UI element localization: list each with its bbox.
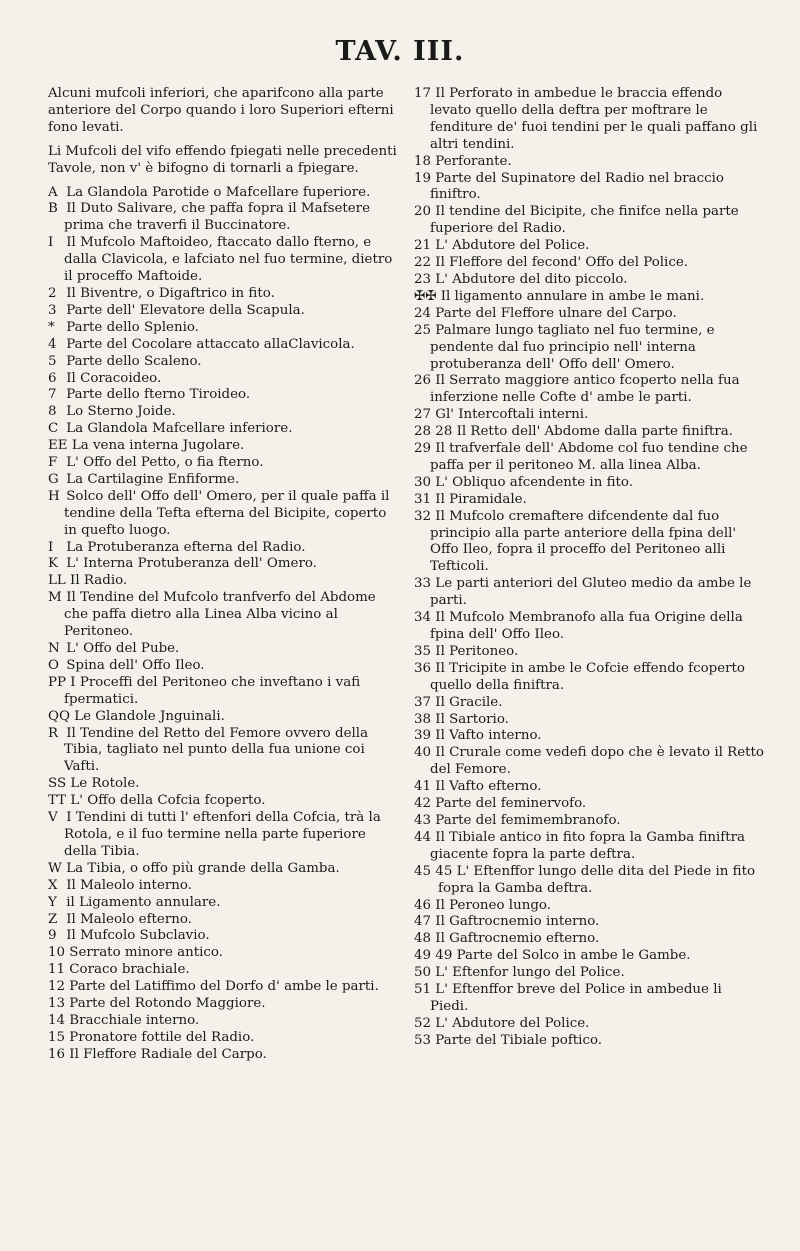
legend-entry bbox=[414, 948, 764, 965]
legend-key: M bbox=[48, 590, 62, 606]
legend-entry bbox=[48, 286, 398, 303]
legend-text: La vena interna Jugolare. bbox=[67, 438, 245, 454]
right-legend-list bbox=[414, 86, 764, 1050]
legend-text: Le Glandole Jnguinali. bbox=[69, 708, 225, 724]
legend-text: Parte del Rotondo Maggiore. bbox=[65, 996, 266, 1012]
legend-key: K bbox=[48, 556, 59, 572]
legend-entry bbox=[48, 472, 398, 489]
legend-entry bbox=[414, 424, 764, 441]
legend-entry bbox=[414, 86, 764, 154]
legend-entry bbox=[48, 861, 398, 878]
legend-text: Il Gaftrocnemio interno. bbox=[431, 914, 600, 930]
legend-key: 8 bbox=[48, 404, 57, 420]
legend-key: 24 bbox=[414, 305, 432, 321]
legend-entry bbox=[414, 728, 764, 745]
legend-text: Il Mufcolo cremaftere difcendente dal fuo principio alla parte anteriore della fpina dell' Offo Ileo, fopra il proceffo del Peritoneo alli Tefticoli. bbox=[430, 508, 737, 575]
legend-text: Il Tibiale antico in fito fopra la Gamba finiftra giacente fopra la parte deftra. bbox=[430, 829, 746, 862]
legend-key: 12 bbox=[48, 979, 66, 995]
legend-entry bbox=[414, 661, 764, 695]
legend-entry bbox=[48, 235, 398, 286]
legend-entry bbox=[48, 455, 398, 472]
legend-entry bbox=[48, 1047, 398, 1064]
legend-text: Coraco brachiale. bbox=[65, 962, 190, 978]
legend-entry bbox=[48, 573, 398, 590]
legend-text: La Glandola Mafcellare inferiore. bbox=[62, 421, 293, 437]
left-column bbox=[48, 86, 398, 1064]
legend-entry bbox=[414, 830, 764, 864]
legend-key: F bbox=[48, 455, 58, 471]
legend-key: 43 bbox=[414, 812, 432, 828]
legend-entry bbox=[414, 1033, 764, 1050]
legend-key: Y bbox=[48, 894, 57, 910]
legend-key: 6 bbox=[48, 370, 57, 386]
legend-entry bbox=[414, 864, 764, 898]
legend-key: 16 bbox=[48, 1046, 66, 1062]
legend-text: Il Tricipite in ambe le Cofcie effendo fcoperto quello della finiftra. bbox=[430, 660, 745, 693]
legend-text: La Glandola Parotide o Mafcellare fuperiore. bbox=[62, 184, 371, 200]
legend-entry bbox=[48, 979, 398, 996]
legend-entry bbox=[414, 272, 764, 289]
legend-key: 15 bbox=[48, 1029, 66, 1045]
legend-text: il Ligamento annulare. bbox=[62, 894, 221, 910]
legend-entry bbox=[48, 590, 398, 641]
legend-text: Il Retto dell' Abdome dalla parte finiftra. bbox=[452, 424, 733, 440]
legend-key: A bbox=[48, 184, 58, 200]
legend-entry bbox=[48, 387, 398, 404]
legend-entry bbox=[48, 912, 398, 929]
legend-key: 5 bbox=[48, 353, 57, 369]
legend-text: Il Peroneo lungo. bbox=[431, 897, 551, 913]
legend-key: 41 bbox=[414, 779, 432, 795]
legend-text: La Cartilagine Enfiforme. bbox=[62, 471, 240, 487]
legend-entry bbox=[48, 1030, 398, 1047]
legend-key: I bbox=[48, 235, 54, 251]
legend-entry bbox=[414, 306, 764, 323]
legend-entry bbox=[414, 576, 764, 610]
legend-text: Parte del feminervofo. bbox=[431, 796, 587, 812]
legend-entry bbox=[48, 658, 398, 675]
legend-text: Il Biventre, o Digaftrico in fito. bbox=[62, 285, 275, 301]
legend-entry bbox=[48, 540, 398, 557]
legend-key: 3 bbox=[48, 302, 57, 318]
legend-text: Il tendine del Bicipite, che finifce nella parte fuperiore del Radio. bbox=[430, 204, 739, 237]
legend-text: Il Maleolo efterno. bbox=[62, 911, 192, 927]
legend-text: Parte del Fleffore ulnare del Carpo. bbox=[431, 305, 677, 321]
legend-key: R bbox=[48, 725, 59, 741]
legend-key: 44 bbox=[414, 829, 432, 845]
legend-text: Il Duto Salivare, che paffa fopra il Mafsetere prima che traverfi il Buccinatore. bbox=[62, 201, 370, 234]
legend-key: 50 bbox=[414, 965, 432, 981]
legend-key: 20 bbox=[414, 204, 432, 220]
legend-entry bbox=[48, 354, 398, 371]
legend-key: 17 bbox=[414, 86, 432, 101]
legend-text: Parte del Supinatore del Radio nel braccio finiftro. bbox=[430, 170, 724, 203]
legend-text: Il Sartorio. bbox=[431, 711, 509, 727]
legend-key: 21 bbox=[414, 238, 432, 254]
legend-entry bbox=[414, 745, 764, 779]
legend-entry bbox=[414, 204, 764, 238]
legend-text: Il Mufcolo Maftoideo, ftaccato dallo fterno, e dalla Clavicola, e lafciato nel fuo termine, dietro il proceffo Maftoide. bbox=[62, 235, 393, 285]
legend-text: Il Vafto interno. bbox=[431, 728, 542, 744]
legend-entry bbox=[414, 813, 764, 830]
legend-text: Il Fleffore Radiale del Carpo. bbox=[65, 1046, 267, 1062]
legend-entry bbox=[414, 171, 764, 205]
legend-key: 30 bbox=[414, 474, 432, 490]
legend-text: Il Peritoneo. bbox=[431, 643, 519, 659]
legend-entry bbox=[48, 793, 398, 810]
legend-entry bbox=[48, 337, 398, 354]
legend-text: L' Obliquo afcendente in fito. bbox=[431, 474, 633, 490]
legend-entry bbox=[48, 962, 398, 979]
legend-text: L' Offo della Cofcia fcoperto. bbox=[66, 793, 266, 809]
legend-text: Parte dello Scaleno. bbox=[62, 353, 202, 369]
legend-entry bbox=[48, 726, 398, 777]
legend-text: L' Eftenfor lungo del Police. bbox=[431, 965, 625, 981]
legend-key: 47 bbox=[414, 914, 432, 930]
legend-text: Pronatore fottile del Radio. bbox=[65, 1029, 255, 1045]
legend-text: L' Offo del Pube. bbox=[62, 641, 180, 656]
legend-entry bbox=[48, 675, 398, 709]
legend-entry bbox=[48, 201, 398, 235]
legend-text: I Tendini di tutti l' eftenfori della Cofcia, trà la Rotola, e il fuo termine nella parte fuperiore della Tibia. bbox=[62, 810, 381, 859]
legend-key: G bbox=[48, 471, 59, 487]
legend-entry bbox=[414, 323, 764, 374]
legend-entry bbox=[414, 255, 764, 272]
page-title: TAV. III. bbox=[335, 36, 465, 67]
legend-entry bbox=[48, 404, 398, 421]
legend-entry bbox=[48, 945, 398, 962]
legend-key: 33 bbox=[414, 576, 432, 592]
legend-key: 51 bbox=[414, 982, 432, 998]
legend-key: 27 bbox=[414, 407, 432, 423]
legend-key: 14 bbox=[48, 1012, 66, 1028]
legend-entry bbox=[414, 1016, 764, 1033]
legend-key: 25 bbox=[414, 322, 432, 338]
legend-key: 53 bbox=[414, 1032, 432, 1048]
legend-key: 46 bbox=[414, 897, 432, 913]
legend-text: Il Gracile. bbox=[431, 694, 503, 710]
legend-entry bbox=[48, 1013, 398, 1030]
legend-entry bbox=[414, 492, 764, 509]
legend-key: 32 bbox=[414, 508, 432, 524]
legend-entry bbox=[414, 238, 764, 255]
legend-text: L' Offo del Petto, o fia fterno. bbox=[62, 455, 264, 471]
legend-text: Il Radio. bbox=[65, 573, 128, 589]
legend-text: Il Tendine del Mufcolo tranfverfo del Abdome che paffa dietro alla Linea Alba vicino al Peritoneo. bbox=[62, 590, 376, 640]
legend-entry bbox=[48, 438, 398, 455]
legend-entry bbox=[48, 303, 398, 320]
legend-key: 28 28 bbox=[414, 424, 453, 440]
legend-entry bbox=[48, 489, 398, 540]
legend-text: Il Vafto efterno. bbox=[431, 779, 542, 795]
legend-text: Il Tendine del Retto del Femore ovvero della Tibia, tagliato nel punto della fua unione coi Vafti. bbox=[62, 725, 369, 775]
legend-text: Parte del femimembranofo. bbox=[431, 812, 621, 828]
legend-key: 22 bbox=[414, 255, 432, 271]
legend-key: TT bbox=[48, 793, 67, 809]
legend-entry bbox=[48, 371, 398, 388]
legend-entry bbox=[414, 610, 764, 644]
legend-key: 38 bbox=[414, 711, 432, 727]
legend-text: Il Maleolo interno. bbox=[62, 877, 192, 893]
legend-key: 23 bbox=[414, 271, 432, 287]
legend-entry bbox=[414, 695, 764, 712]
legend-text: I Proceffi del Peritoneo che inveftano i vafi fpermatici. bbox=[64, 674, 361, 707]
legend-text: Parte del Solco in ambe le Gambe. bbox=[452, 948, 691, 964]
legend-entry bbox=[414, 965, 764, 982]
legend-text: Il Piramidale. bbox=[431, 491, 527, 507]
legend-key: ✠✠ bbox=[414, 288, 437, 304]
legend-text: Lo Sterno Joide. bbox=[62, 404, 176, 420]
legend-key: 45 45 bbox=[414, 863, 453, 879]
legend-text: Parte dello fterno Tiroideo. bbox=[62, 387, 251, 403]
legend-key: 52 bbox=[414, 1015, 432, 1031]
legend-entry bbox=[48, 895, 398, 912]
legend-key: 42 bbox=[414, 796, 432, 812]
legend-key: 31 bbox=[414, 491, 432, 507]
legend-entry bbox=[414, 712, 764, 729]
legend-text: Bracchiale interno. bbox=[65, 1012, 200, 1028]
legend-key: 36 bbox=[414, 660, 432, 676]
legend-text: Parte del Cocolare attaccato allaClavicola. bbox=[62, 336, 355, 352]
legend-entry bbox=[414, 644, 764, 661]
left-legend-list bbox=[48, 185, 398, 1064]
legend-text: L' Abdutore del dito piccolo. bbox=[431, 271, 628, 287]
legend-entry bbox=[48, 996, 398, 1013]
legend-text: Il ligamento annulare in ambe le mani. bbox=[436, 288, 705, 304]
legend-text: Il trafverfale dell' Abdome col fuo tendine che paffa per il peritoneo M. alla linea Alba. bbox=[430, 441, 748, 473]
intro-note: Li Mufcoli del vifo effendo fpiegati nelle precedenti Tavole, non v' è bifogno di tornarli a fpiegare. bbox=[48, 143, 397, 176]
legend-text: Serrato minore antico. bbox=[65, 945, 223, 961]
legend-key: H bbox=[48, 488, 60, 504]
legend-key: O bbox=[48, 657, 59, 673]
legend-key: EE bbox=[48, 438, 68, 454]
legend-text: Le parti anteriori del Gluteo medio da ambe le parti. bbox=[430, 576, 752, 609]
legend-key: W bbox=[48, 860, 62, 876]
legend-key: 37 bbox=[414, 694, 432, 710]
legend-key: B bbox=[48, 201, 58, 217]
legend-text: Parte del Tibiale poftico. bbox=[431, 1032, 603, 1048]
legend-key: 13 bbox=[48, 996, 66, 1012]
legend-entry bbox=[48, 810, 398, 861]
legend-entry bbox=[48, 709, 398, 726]
legend-key: 35 bbox=[414, 643, 432, 659]
legend-entry bbox=[414, 931, 764, 948]
legend-text: L' Abdutore del Police. bbox=[431, 1015, 590, 1031]
legend-text: Parte dello Splenio. bbox=[62, 319, 199, 335]
legend-entry bbox=[414, 154, 764, 171]
legend-text: L' Interna Protuberanza dell' Omero. bbox=[62, 556, 317, 572]
intro-paragraph: Alcuni mufcoli inferiori, che aparifcono alla parte anteriore del Corpo quando i loro Superiori efterni fono levati. bbox=[48, 86, 394, 135]
legend-key: Z bbox=[48, 911, 58, 927]
legend-entry bbox=[414, 509, 764, 577]
legend-text: L' Eftenffor lungo delle dita del Piede in fito fopra la Gamba deftra. bbox=[438, 863, 756, 896]
right-column bbox=[414, 86, 764, 1050]
legend-key: 4 bbox=[48, 336, 57, 352]
legend-text: La Protuberanza efterna del Radio. bbox=[62, 539, 306, 555]
legend-text: Palmare lungo tagliato nel fuo termine, e pendente dal fuo principio nell' interna protuberanza dell' Offo dell' Omero. bbox=[430, 322, 715, 372]
legend-entry bbox=[414, 475, 764, 492]
legend-entry bbox=[48, 928, 398, 945]
legend-key: V bbox=[48, 810, 58, 826]
legend-key: 10 bbox=[48, 945, 66, 961]
legend-key: 26 bbox=[414, 373, 432, 389]
legend-key: 34 bbox=[414, 610, 432, 626]
legend-text: Il Mufcolo Membranofo alla fua Origine della fpina dell' Offo Ileo. bbox=[430, 610, 743, 642]
legend-entry bbox=[48, 556, 398, 573]
legend-entry bbox=[414, 373, 764, 407]
legend-key: 19 bbox=[414, 170, 432, 186]
legend-text: Il Serrato maggiore antico fcoperto nella fua inferzione nelle Cofte d' ambe le parti. bbox=[430, 373, 740, 406]
legend-text: Il Perforato in ambedue le braccia effendo levato quello della deftra per moftrare le fenditure de' fuoi tendini per le quali paffano gli altri tendini. bbox=[430, 86, 758, 152]
legend-key: 9 bbox=[48, 928, 57, 944]
legend-key: 11 bbox=[48, 962, 66, 978]
legend-key: LL bbox=[48, 573, 66, 589]
legend-key: I bbox=[48, 539, 54, 555]
legend-entry bbox=[48, 185, 398, 202]
legend-text: Parte dell' Elevatore della Scapula. bbox=[62, 302, 305, 318]
legend-text: Le Rotole. bbox=[66, 776, 140, 792]
legend-entry bbox=[414, 289, 764, 306]
legend-key: C bbox=[48, 421, 59, 437]
legend-key: 48 bbox=[414, 931, 432, 947]
legend-entry bbox=[48, 776, 398, 793]
legend-entry bbox=[414, 779, 764, 796]
legend-text: Gl' Intercoftali interni. bbox=[431, 407, 589, 423]
legend-entry bbox=[414, 407, 764, 424]
legend-key: SS bbox=[48, 776, 67, 792]
legend-key: 29 bbox=[414, 441, 432, 457]
legend-text: L' Eftenffor breve del Police in ambedue li Piedi. bbox=[430, 982, 722, 1014]
legend-key: QQ bbox=[48, 708, 70, 724]
legend-text: L' Abdutore del Police. bbox=[431, 238, 590, 254]
legend-key: PP bbox=[48, 674, 67, 690]
legend-text: Perforante. bbox=[431, 153, 512, 169]
legend-entry bbox=[414, 982, 764, 1016]
legend-text: Il Mufcolo Subclavio. bbox=[62, 928, 210, 944]
legend-key: * bbox=[48, 319, 55, 335]
legend-key: 18 bbox=[414, 153, 432, 169]
legend-entry bbox=[414, 796, 764, 813]
legend-text: Solco dell' Offo dell' Omero, per il quale paffa il tendine della Tefta efterna del Bicipite, coperto in quefto luogo. bbox=[62, 488, 390, 538]
legend-entry bbox=[48, 421, 398, 438]
legend-text: Il Fleffore del fecond' Offo del Police. bbox=[431, 255, 689, 271]
legend-entry bbox=[414, 914, 764, 931]
legend-entry bbox=[414, 898, 764, 915]
legend-entry bbox=[48, 878, 398, 895]
legend-key: 7 bbox=[48, 387, 57, 403]
legend-key: N bbox=[48, 641, 60, 656]
legend-text: Parte del Latiffimo del Dorfo d' ambe le parti. bbox=[65, 979, 379, 995]
legend-text: Il Crurale come vedefi dopo che è levato il Retto del Femore. bbox=[430, 745, 764, 778]
legend-text: Il Coracoideo. bbox=[62, 370, 162, 386]
legend-text: La Tibia, o offo più grande della Gamba. bbox=[62, 860, 340, 876]
legend-text: Spina dell' Offo Ileo. bbox=[62, 657, 205, 673]
legend-key: X bbox=[48, 877, 58, 893]
legend-key: 39 bbox=[414, 728, 432, 744]
legend-entry bbox=[414, 441, 764, 475]
legend-entry bbox=[48, 320, 398, 337]
legend-entry bbox=[48, 641, 398, 658]
legend-text: Il Gaftrocnemio efterno. bbox=[431, 931, 600, 947]
legend-key: 40 bbox=[414, 745, 432, 761]
legend-key: 2 bbox=[48, 285, 57, 301]
legend-key: 49 49 bbox=[414, 948, 453, 964]
